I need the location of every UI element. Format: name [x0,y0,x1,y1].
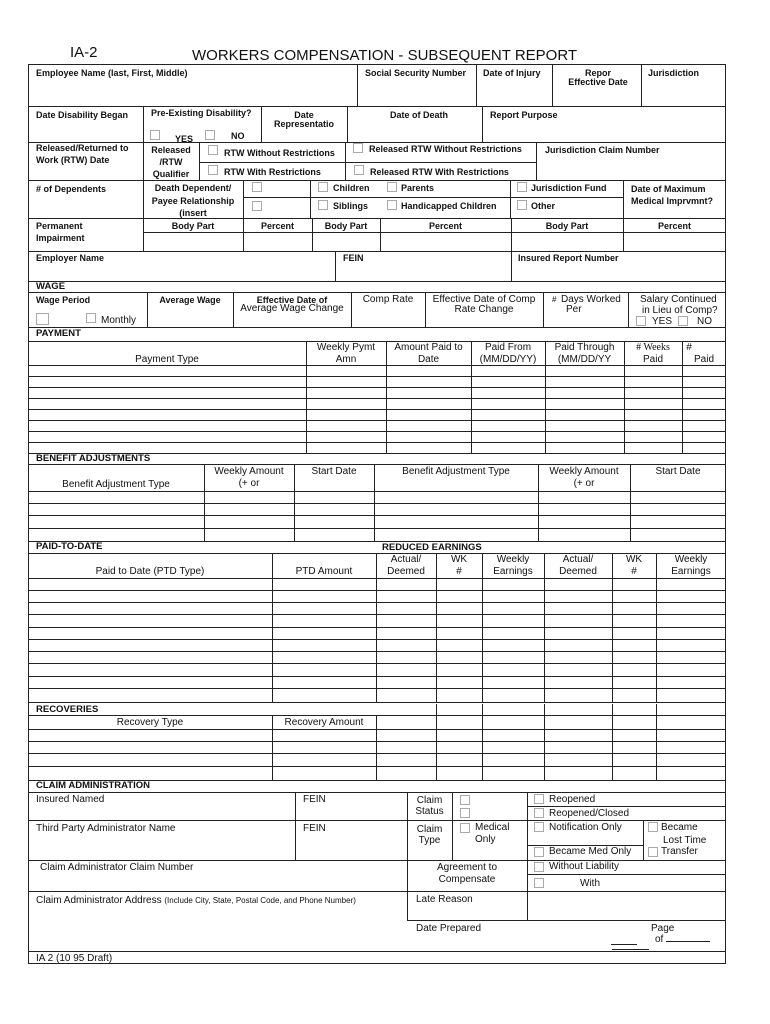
medical-only-label-2: Only [475,834,496,845]
grid-column-line [482,704,483,780]
body-part-label-1: Body Part [171,221,215,231]
grid-row-line [28,715,726,716]
paid-from-header-2: (MM/DD/YY) [479,354,537,365]
grid-column-line [482,553,483,702]
amount-paid-header: Amount Paid to [394,342,463,353]
jurisdiction-label: Jurisdiction [648,68,700,78]
agreement-label: Agreement to [436,862,498,873]
amount-paid-header-2: Date [417,354,440,365]
grid-column-line [656,553,657,702]
grid-row-line [28,702,726,703]
jurisdiction-claim-number-label: Jurisdiction Claim Number [545,145,660,155]
insured-named-label: Insured Named [36,794,105,805]
wk-header-1b: # [456,566,462,577]
actual-deemed-header-1b: Deemed [387,566,425,577]
grid-row-line [28,688,726,689]
date-disability-began-label: Date Disability Began [36,110,129,120]
page-label: Page [651,923,675,934]
wk-header-1: WK [450,554,468,565]
ptd-section-title: PAID-TO-DATE [36,541,103,552]
insured-report-number-label: Insured Report Number [518,253,619,263]
reopened-checkbox[interactable] [534,794,544,804]
became-lost-time-label: Became [661,822,698,833]
percent-label-1: Percent [260,221,295,231]
monthly-label: Monthly [101,315,137,326]
claim-status-label-2: Status [415,806,444,817]
days-worked-label: Days Worked [561,294,621,305]
grid-row-line [28,409,726,410]
employee-name-label: Employee Name (last, First, Middle) [36,68,188,78]
max-medical-label: Date of Maximum [631,184,706,194]
eff-comp-rate-label-2: Rate Change [454,304,514,315]
grid-column-line [272,715,273,780]
grid-column-line [374,464,375,541]
paid-through-header: Paid Through [554,342,615,353]
body-part-label-2: Body Part [324,221,368,231]
grid-row-line [28,365,726,366]
ptd-amount-header: PTD Amount [295,566,353,577]
grid-column-line [204,464,205,541]
became-med-only-checkbox[interactable] [534,847,544,857]
admin-address-label-text: Claim Administrator Address [36,895,162,906]
released-rtw-without-checkbox[interactable] [353,143,363,153]
benefit-weekly-header-2b: (+ or [573,478,595,489]
grid-column-line [306,341,307,453]
transfer-checkbox[interactable] [648,847,658,857]
released-rtw-with-label: Released RTW With Restrictions [370,167,509,177]
reopened-closed-label: Reopened/Closed [549,808,630,819]
with-label: With [580,878,600,889]
form-title: WORKERS COMPENSATION - SUBSEQUENT REPORT [192,47,578,64]
grid-column-line [656,704,657,780]
grid-column-line [538,464,539,541]
payment-type-header: Payment Type [135,354,199,365]
claim-status-box-1[interactable] [460,795,470,805]
reopened-label: Reopened [549,794,596,805]
jurisdiction-fund-checkbox[interactable] [517,182,527,192]
grid-column-line [624,341,625,453]
late-reason-label: Late Reason [416,894,473,905]
benefit-weekly-header-1b: (+ or [238,478,260,489]
notification-only-checkbox[interactable] [534,822,544,832]
pre-existing-yes-label: YES [175,134,194,144]
grid-row-line [28,590,726,591]
form-version: IA 2 (10 95 Draft) [36,953,113,964]
paid-through-header-2: (MM/DD/YY [557,354,612,365]
benefit-type-header-1: Benefit Adjustment Type [62,479,170,490]
grid-column-line [612,553,613,702]
benefit-start-header-1: Start Date [311,466,357,477]
ptd-type-header: Paid to Date (PTD Type) [95,566,205,577]
days-worked-hash: # [552,295,557,304]
grid-column-line [612,704,613,780]
notification-only-label: Notification Only [549,822,622,833]
weekly-earnings-header-1b: Earnings [493,566,533,577]
grid-column-line [544,704,545,780]
handicapped-children-label: Handicapped Children [401,201,497,211]
tpa-name-label: Third Party Administrator Name [36,823,176,834]
employer-name-label: Employer Name [36,253,105,263]
salary-continued-label: Salary Continued [640,294,717,305]
handicapped-children-checkbox[interactable] [387,200,397,210]
recoveries-section-title: RECOVERIES [36,704,99,715]
benefit-weekly-header-1: Weekly Amount [214,466,284,477]
benefit-start-header-2: Start Date [655,466,701,477]
grid-row-line [28,491,726,492]
rtw-qualifier-label-2: /RTW [159,157,183,167]
form-id: IA-2 [70,44,98,61]
relationship-box-2[interactable] [252,201,262,211]
eff-avg-wage-label-2: Average Wage Change [240,303,344,314]
claim-type-label-2: Type [418,835,441,846]
paid-from-header: Paid From [484,342,532,353]
weekly-pymt-header: Weekly Pymt [316,342,376,353]
children-checkbox[interactable] [318,182,328,192]
released-rtw-without-label: Released RTW Without Restrictions [369,144,522,154]
recovery-type-header: Recovery Type [116,717,184,728]
pre-existing-label: Pre-Existing Disability? [151,108,252,118]
wage-period-box[interactable] [36,313,49,325]
parents-checkbox[interactable] [387,182,397,192]
page-number-line[interactable] [611,944,637,945]
date-of-death-label: Date of Death [390,110,449,120]
benefit-weekly-header-2: Weekly Amount [549,466,619,477]
weekly-earnings-header-1: Weekly [496,554,530,565]
became-lost-time-checkbox[interactable] [648,822,658,832]
grid-row-line [28,376,726,377]
row-divider [28,106,726,107]
siblings-label: Siblings [333,201,369,211]
rtw-qualifier-label-3: Qualifier [152,169,190,179]
monthly-checkbox[interactable] [86,313,96,323]
salary-yes-label: YES [652,316,673,327]
grid-column-line [376,553,377,702]
reopened-closed-checkbox[interactable] [534,808,544,818]
grid-row-line [28,614,726,615]
grid-row-line [28,528,726,529]
grid-row-line [28,651,726,652]
parents-label: Parents [401,183,435,193]
grid-row-line [28,387,726,388]
grid-column-line [471,341,472,453]
grid-row-line [28,431,726,432]
grid-row-line [28,602,726,603]
date-representation-label-2: Representatio [273,119,335,129]
actual-deemed-header-2: Actual/ [562,554,594,565]
page-total-line[interactable] [666,941,710,942]
claim-admin-section-title: CLAIM ADMINISTRATION [36,780,150,791]
wk-header-2: WK [625,554,643,565]
without-liability-label: Without Liability [549,861,620,872]
wk-header-2b: # [631,566,637,577]
grid-row-line [28,503,726,504]
grid-row-line [28,663,726,664]
weeks-paid-header-2: Paid [642,354,663,365]
payment-section-title: PAYMENT [36,328,81,339]
siblings-checkbox[interactable] [318,200,328,210]
grid-row-line [28,627,726,628]
rtw-qualifier-label: Released [151,145,191,155]
with-checkbox[interactable] [534,878,544,888]
recovery-amount-header: Recovery Amount [284,717,364,728]
grid-row-line [28,766,726,767]
admin-address-note: (Include City, State, Postal Code, and Phone Number) [164,896,356,905]
medical-only-label: Medical [475,822,510,833]
transfer-label: Transfer [661,846,698,857]
grid-row-line [28,442,726,443]
actual-deemed-header-1: Actual/ [390,554,422,565]
claim-status-box-2[interactable] [460,808,470,818]
rtw-without-label: RTW Without Restrictions [224,148,335,158]
salary-no-checkbox[interactable] [678,316,688,326]
weekly-pymt-header-2: Amn [335,354,357,365]
wage-section-title: WAGE [36,281,66,292]
grid-row-line [28,639,726,640]
tpa-fein-label: FEIN [303,823,326,834]
jurisdiction-fund-label: Jurisdiction Fund [531,183,607,193]
became-lost-time-label-2: Lost Time [663,835,707,846]
permanent-impairment-label: Permanent [36,221,83,231]
grid-column-line [376,715,377,780]
days-worked-label-2: Per [566,304,582,315]
salary-no-label: NO [697,316,712,327]
days-paid-header: # [686,342,692,353]
grid-column-line [544,553,545,702]
dependents-label: # of Dependents [36,184,107,194]
other-checkbox[interactable] [517,200,527,210]
max-medical-label-2: Medical Imprvmnt? [631,196,714,206]
agreement-label-2: Compensate [438,874,496,885]
date-representation-label: Date [294,110,314,120]
reduced-earnings-title: REDUCED EARNINGS [382,542,482,553]
claim-type-label: Claim [416,824,443,835]
weekly-earnings-header-2: Weekly [674,554,708,565]
death-dependent-label-3: (insert [179,208,207,218]
of-label: of [655,934,664,945]
grid-column-line [436,704,437,780]
pre-existing-yes-checkbox[interactable] [150,130,160,140]
pre-existing-no-label: NO [231,131,245,141]
comp-rate-label: Comp Rate [362,294,414,305]
report-effective-label: Repor [584,68,611,78]
grid-column-line [386,341,387,453]
grid-row-line [28,753,726,754]
medical-only-checkbox[interactable] [460,823,470,833]
eff-avg-wage-label: Effective Date of [256,295,328,305]
released-rtw-with-checkbox[interactable] [354,165,364,175]
date-prepared-label: Date Prepared [416,923,482,934]
grid-column-line [545,341,546,453]
grid-row-line [28,578,726,579]
average-wage-label: Average Wage [159,295,221,305]
pre-existing-no-checkbox[interactable] [205,130,215,140]
fein-label: FEIN [343,253,364,263]
released-rtw-label-2: Work (RTW) Date [36,155,110,165]
grid-row-line [28,398,726,399]
salary-continued-label-2: in Lieu of Comp? [642,305,718,316]
insured-fein-label: FEIN [303,794,326,805]
released-rtw-label: Released/Returned to [36,143,129,153]
report-purpose-label: Report Purpose [490,110,558,120]
ssn-label: Social Security Number [365,68,467,78]
grid-column-line [294,464,295,541]
without-liability-checkbox[interactable] [534,862,544,872]
wage-period-label: Wage Period [36,295,91,305]
death-dependent-label-2: Payee Relationship [151,196,235,206]
relationship-box-1[interactable] [252,182,262,192]
admin-claim-number-label: Claim Administrator Claim Number [40,862,194,873]
admin-address-label [36,895,356,906]
days-paid-header-2: Paid [693,354,714,365]
eff-comp-rate-label: Effective Date of Comp [432,294,536,305]
body-part-label-3: Body Part [545,221,589,231]
claim-status-label: Claim [416,795,443,806]
became-med-only-label: Became Med Only [549,846,632,857]
other-label: Other [531,201,556,211]
weekly-earnings-header-2b: Earnings [671,566,711,577]
death-dependent-label: Death Dependent/ [154,183,232,193]
actual-deemed-header-2b: Deemed [559,566,597,577]
date-of-injury-label: Date of Injury [483,68,541,78]
grid-column-line [436,553,437,702]
rtw-without-checkbox[interactable] [208,145,218,155]
grid-row-line [28,741,726,742]
grid-row-line [28,515,726,516]
benefit-type-header-2: Benefit Adjustment Type [402,466,510,477]
grid-row-line [28,420,726,421]
children-label: Children [333,183,370,193]
grid-column-line [682,341,683,453]
grid-column-line [630,464,631,541]
grid-column-line [272,553,273,702]
salary-yes-checkbox[interactable] [636,316,646,326]
grid-row-line [28,676,726,677]
weeks-paid-header: # Weeks [636,342,670,353]
percent-label-3: Percent [657,221,692,231]
rtw-with-label: RTW With Restrictions [224,167,321,177]
rtw-with-checkbox[interactable] [208,165,218,175]
permanent-impairment-label-2: Impairment [36,233,85,243]
benefit-section-title: BENEFIT ADJUSTMENTS [36,453,151,464]
percent-label-2: Percent [428,221,463,231]
report-effective-label-2: Effective Date [568,77,628,87]
grid-row-line [28,729,726,730]
